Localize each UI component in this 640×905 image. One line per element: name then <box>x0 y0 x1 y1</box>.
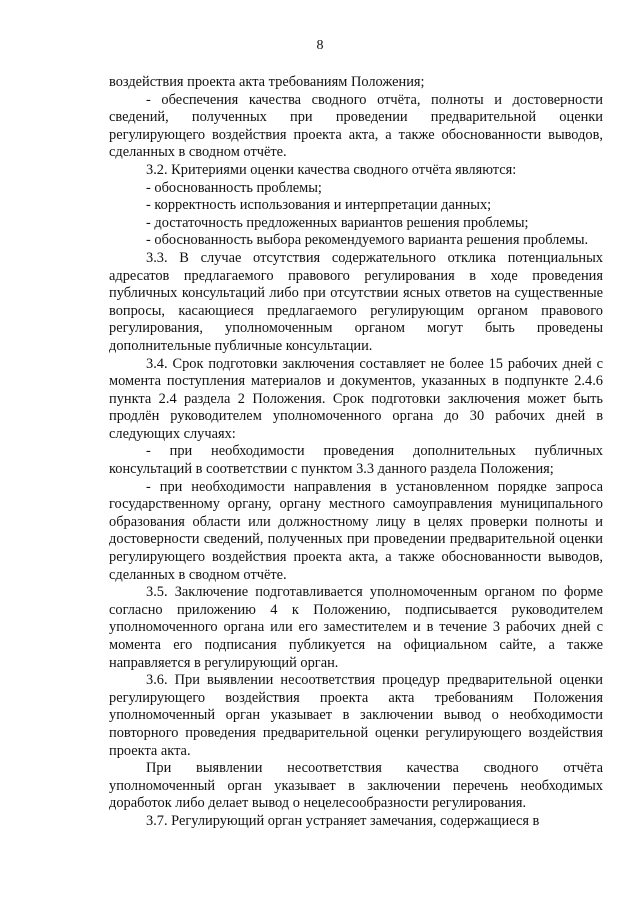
paragraph: 3.6. При выявлении несоответствия процедур предварительной оценки регулирующего воздействия проекта акта требованиям Положения уполномоченный орган указывает в заключении вывод о необходимости повторного проведения предварительной оценки регулирующего воздействия проекта акта. <box>109 672 603 759</box>
paragraph: - обоснованность проблемы; <box>146 179 322 196</box>
paragraph: 3.3. В случае отсутствия содержательного отклика потенциальных адресатов предлагаемого правового регулирования в ходе проведения публичных консультаций либо при отсутствии ясных ответов на существенные вопросы, касающиеся предлагаемого регулирующим органом правового регулирования, уполномоченным органом могут быть проведены дополнительные публичные консультации. <box>109 249 603 354</box>
paragraph: - достаточность предложенных вариантов решения проблемы; <box>146 214 529 231</box>
paragraph: - обеспечения качества сводного отчёта, полноты и достоверности сведений, полученных при проведении предварительной оценки регулирующего воздействия проекта акта, а также обоснованности выводов, сделанных в сводном отчёте. <box>109 91 603 161</box>
paragraph: воздействия проекта акта требованиям Положения; <box>109 74 425 90</box>
paragraph: При выявлении несоответствия качества сводного отчёта уполномоченный орган указывает в заключении перечень необходимых доработок либо делает вывод о нецелесообразности регулирования. <box>109 760 603 812</box>
paragraph: - корректность использования и интерпретации данных; <box>146 197 492 214</box>
paragraph: 3.7. Регулирующий орган устраняет замечания, содержащиеся в <box>146 812 540 829</box>
page-number: 8 <box>316 38 324 53</box>
paragraph: 3.2. Критериями оценки качества сводного отчёта являются: <box>146 161 517 178</box>
paragraph: - при необходимости проведения дополнительных публичных консультаций в соответствии с пунктом 3.3 данного раздела Положения; <box>109 443 603 478</box>
paragraph: 3.4. Срок подготовки заключения составляет не более 15 рабочих дней с момента поступления материалов и документов, указанных в подпункте 2.4.6 пункта 2.4 раздела 2 Положения. Срок подготовки заключения может быть продлён руководителем уполномоченного органа до 30 рабочих дней в следующих случаях: <box>109 355 603 442</box>
paragraph: - при необходимости направления в установленном порядке запроса государственному органу, органу местного самоуправления муниципального образования области или должностному лицу в целях проверки полноты и достоверности сведений, полученных при проведении предварительной оценки регулирующего воздействия проекта акта, а также обоснованности выводов, сделанных в сводном отчёте. <box>109 478 603 583</box>
paragraph: - обоснованность выбора рекомендуемого варианта решения проблемы. <box>146 232 589 249</box>
paragraph: 3.5. Заключение подготавливается уполномоченным органом по форме согласно приложению 4 к Положению, подписывается руководителем уполномоченного органа или его заместителем и в течение 3 рабочих дней с момента его подписания публикуется на официальном сайте, а также направляется в регулирующий орган. <box>109 584 603 671</box>
document-body <box>109 74 603 831</box>
